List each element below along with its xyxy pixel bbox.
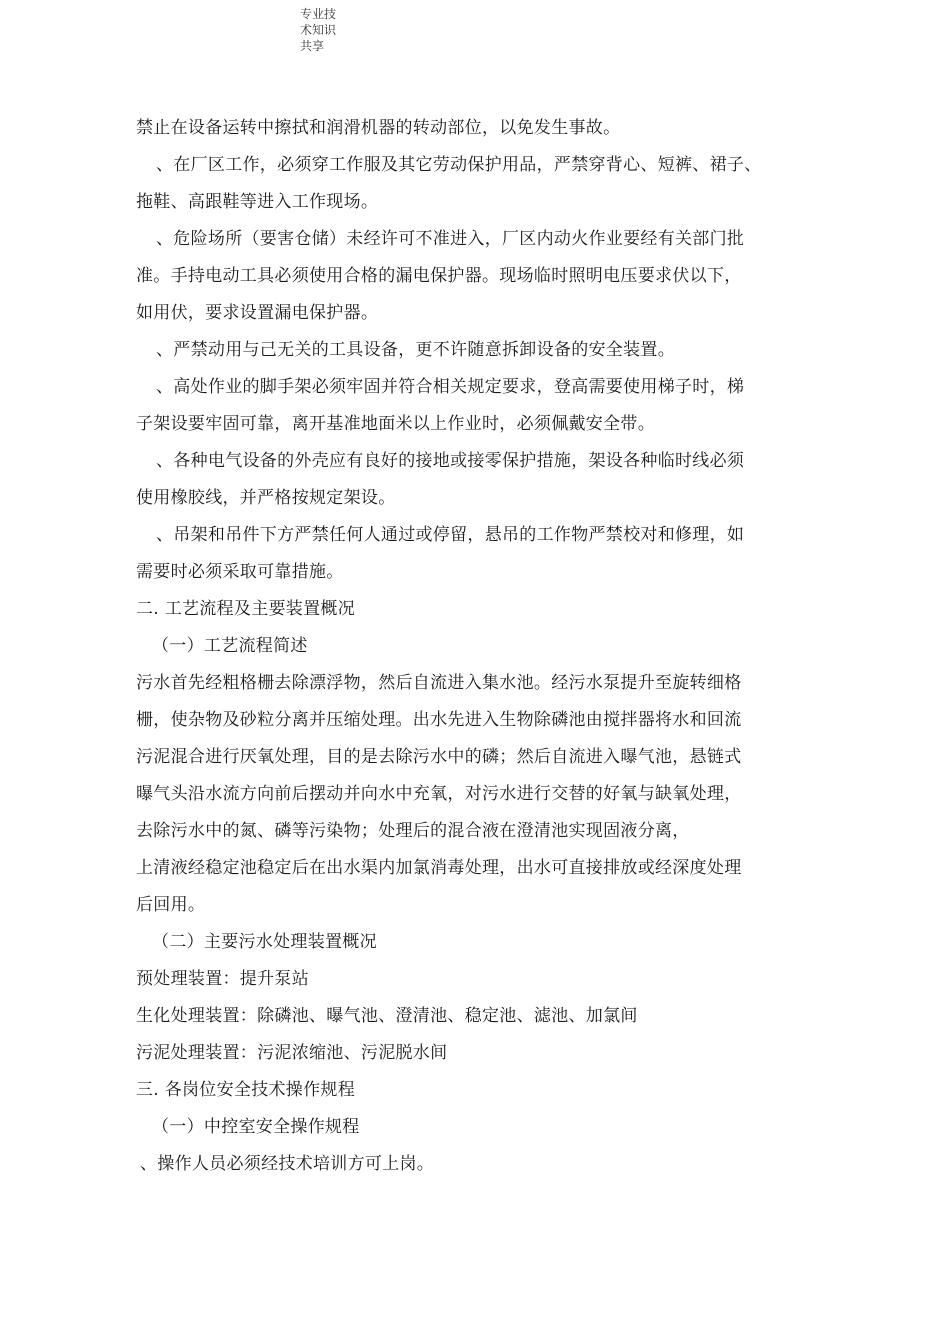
paragraph-line: 、高处作业的脚手架必须牢固并符合相关规定要求，登高需要使用梯子时，梯 [156,377,745,397]
paragraph-line: 需要时必须采取可靠措施。 [136,562,344,582]
paragraph-line: 二. 工艺流程及主要装置概况 [136,599,356,619]
paragraph-line: 三. 各岗位安全技术操作规程 [136,1080,356,1100]
header-line: 专业技 [300,7,337,21]
paragraph-line: 、在厂区工作，必须穿工作服及其它劳动保护用品，严禁穿背心、短裤、裙子、 [156,155,762,175]
paragraph-line: （一）中控室安全操作规程 [152,1117,360,1137]
paragraph-line: 使用橡胶线，并严格按规定架设。 [136,488,396,508]
paragraph-line: 、危险场所（要害仓储）未经许可不准进入，厂区内动火作业要经有关部门批 [156,229,745,249]
paragraph-line: 去除污水中的氮、磷等污染物；处理后的混合液在澄清池实现固液分离， [136,821,690,841]
paragraph-line: 预处理装置：提升泵站 [136,969,309,989]
paragraph-line: 生化处理装置：除磷池、曝气池、澄清池、稳定池、滤池、加氯间 [136,1006,638,1026]
paragraph-line: 污泥混合进行厌氧处理，目的是去除污水中的磷；然后自流进入曝气池，悬链式 [136,747,742,767]
paragraph-line: 栅，使杂物及砂粒分离并压缩处理。出水先进入生物除磷池由搅拌器将水和回流 [136,710,742,730]
paragraph-line: 后回用。 [136,895,206,915]
paragraph-line: 曝气头沿水流方向前后摆动并向水中充氧，对污水进行交替的好氧与缺氧处理， [136,784,742,804]
document-body [0,110,950,1183]
paragraph-line: 拖鞋、高跟鞋等进入工作现场。 [136,192,379,212]
paragraph-line: 、各种电气设备的外壳应有良好的接地或接零保护措施，架设各种临时线必须 [156,451,745,471]
paragraph-line: 、严禁动用与己无关的工具设备，更不许随意拆卸设备的安全装置。 [156,340,675,360]
paragraph-line: （二）主要污水处理装置概况 [152,932,377,952]
paragraph-line: 如用伏，要求设置漏电保护器。 [136,303,379,323]
paragraph-line: 、吊架和吊件下方严禁任何人通过或停留，悬吊的工作物严禁校对和修理，如 [156,525,745,545]
paragraph-line: 准。手持电动工具必须使用合格的漏电保护器。现场临时照明电压要求伏以下， [136,266,742,286]
paragraph-line: 、操作人员必须经技术培训方可上岗。 [140,1154,435,1174]
paragraph-line: 污水首先经粗格栅去除漂浮物，然后自流进入集水池。经污水泵提升至旋转细格 [136,673,742,693]
page-header [300,6,336,54]
paragraph-line: 污泥处理装置：污泥浓缩池、污泥脱水间 [136,1043,448,1063]
header-line: 共享 [300,39,325,53]
paragraph-line: 禁止在设备运转中擦拭和润滑机器的转动部位，以免发生事故。 [136,118,621,138]
header-line: 术知识 [300,23,337,37]
paragraph-line: 上清液经稳定池稳定后在出水渠内加氯消毒处理，出水可直接排放或经深度处理 [136,858,742,878]
paragraph-line: （一）工艺流程简述 [152,636,308,656]
paragraph-line: 子架设要牢固可靠，离开基准地面米以上作业时，必须佩戴安全带。 [136,414,655,434]
